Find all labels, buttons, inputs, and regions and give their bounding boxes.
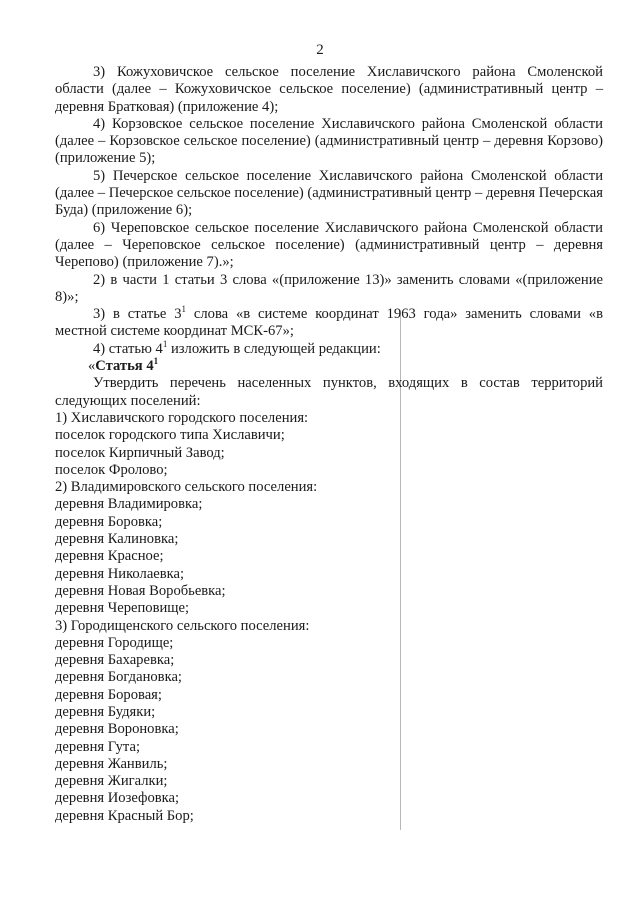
- page-number: 2: [316, 42, 324, 58]
- list-item: деревня Николаевка;: [55, 565, 185, 582]
- article-open-quote: «: [88, 358, 96, 375]
- list-item: деревня Красный Бор;: [55, 807, 194, 824]
- list-item: 1) Хиславичского городского поселения:: [55, 409, 309, 426]
- paragraph-amendment-4: [55, 338, 603, 358]
- list-item: поселок городского типа Хиславичи;: [55, 427, 285, 444]
- list-item: деревня Новая Воробьевка;: [55, 582, 226, 599]
- list-item: деревня Вороновка;: [55, 721, 179, 738]
- list-item: деревня Калиновка;: [55, 531, 179, 548]
- list-item: деревня Боровая;: [55, 686, 162, 703]
- list-item: поселок Кирпичный Завод;: [55, 444, 225, 461]
- article-superscript: 1: [153, 356, 159, 367]
- paragraph-amendment-3: [55, 306, 603, 341]
- document-body: [55, 64, 603, 825]
- paragraph-korzovskoe: 4) Корзовское сельское поселение Хиславичского района Смоленской области (далее – Корзовское сельское поселение) (административный центр – деревня Корзово) (приложение 5);: [55, 115, 603, 167]
- paragraph-amendment-2: 2) в части 1 статьи 3 слова «(приложение 13)» заменить словами «(приложение 8)»;: [55, 271, 603, 305]
- list-item: деревня Владимировка;: [55, 496, 203, 513]
- settlement-list: [55, 410, 603, 825]
- list-item: 2) Владимировского сельского поселения:: [55, 479, 318, 496]
- list-item: деревня Череповище;: [55, 600, 190, 617]
- article-intro: Утвердить перечень населенных пунктов, входящих в состав территорий следующих поселений:: [55, 375, 603, 409]
- list-item: поселок Фролово;: [55, 461, 168, 478]
- list-item: деревня Боровка;: [55, 513, 163, 530]
- paragraph-pecherskoe: 5) Печерское сельское поселение Хиславичского района Смоленской области (далее – Печерское сельское поселение) (административный центр – деревня Печерская Буда) (приложение 6);: [55, 167, 603, 219]
- amendment-3-superscript: 1: [181, 304, 187, 315]
- article-heading: [55, 358, 603, 375]
- list-item: деревня Городище;: [55, 634, 174, 651]
- list-item: деревня Гута;: [55, 738, 141, 755]
- article-title: Статья 4: [95, 358, 154, 375]
- amendment-4-start: 4) статью 4: [93, 340, 163, 357]
- list-item: деревня Бахаревка;: [55, 652, 175, 669]
- list-item: деревня Жигалки;: [55, 773, 168, 790]
- amendment-3-end: слова «в системе координат 1963 года» заменить словами «в местной системе координат МСК-67»;: [55, 306, 603, 340]
- list-item: деревня Будяки;: [55, 703, 156, 720]
- amendment-3-start: 3) в статье 3: [93, 306, 182, 323]
- amendment-4-superscript: 1: [162, 338, 168, 349]
- amendment-4-end: изложить в следующей редакции:: [167, 340, 381, 357]
- list-item: деревня Красное;: [55, 548, 164, 565]
- paragraph-cherepovskoe: 6) Череповское сельское поселение Хиславичского района Смоленской области (далее – Череповское сельское поселение) (административный центр – деревня Черепово) (приложение 7).»;: [55, 219, 603, 271]
- list-item: деревня Жанвиль;: [55, 755, 168, 772]
- list-item: деревня Иозефовка;: [55, 790, 180, 807]
- list-item: 3) Городищенского сельского поселения:: [55, 617, 310, 634]
- list-item: деревня Богдановка;: [55, 669, 182, 686]
- paragraph-kozhukhovichskoe: 3) Кожуховичское сельское поселение Хиславичского района Смоленской области (далее – Кожуховичское сельское поселение) (административный центр – деревня Братковая) (приложение 4);: [55, 64, 603, 115]
